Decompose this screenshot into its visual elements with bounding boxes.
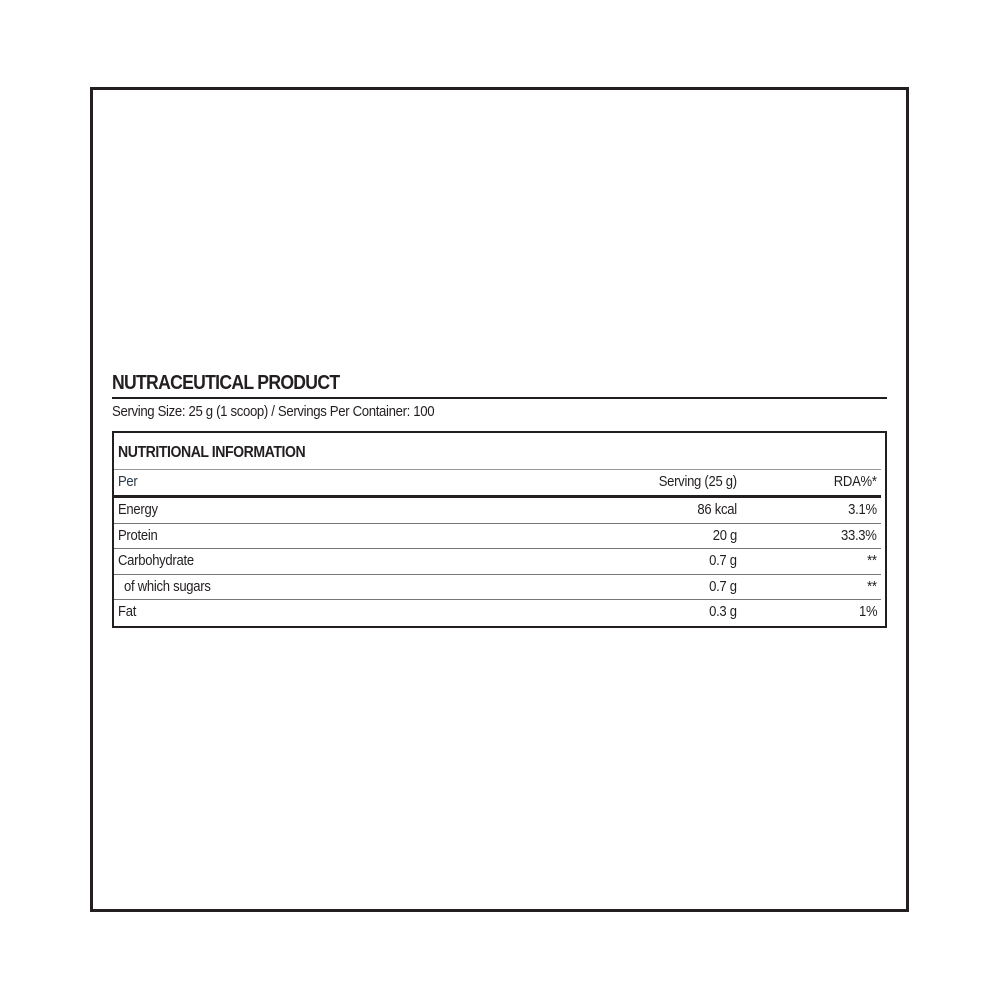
- column-header-serving: Serving (25 g): [658, 474, 737, 490]
- table-row: [114, 523, 881, 549]
- nutrient-serving: 0.7 g: [709, 579, 737, 595]
- column-header-per: Per: [118, 474, 138, 490]
- nutrient-name: Fat: [118, 604, 137, 620]
- table-heading: NUTRITIONAL INFORMATION: [118, 444, 306, 461]
- nutrient-name: of which sugars: [124, 579, 211, 595]
- table-row: [114, 599, 881, 625]
- serving-info: Serving Size: 25 g (1 scoop) / Servings Per Container: 100: [112, 403, 435, 420]
- table-row: [114, 548, 881, 574]
- nutrient-name: Energy: [118, 502, 158, 518]
- nutrient-rda: 3.1%: [848, 502, 877, 518]
- title-divider: [112, 397, 887, 399]
- nutrient-rda: **: [867, 553, 877, 569]
- nutrient-serving: 0.3 g: [709, 604, 737, 620]
- nutrient-serving: 0.7 g: [709, 553, 737, 569]
- nutrition-table: [112, 431, 887, 628]
- product-title: NUTRACEUTICAL PRODUCT: [112, 372, 340, 394]
- table-header-row: [114, 469, 881, 495]
- column-header-rda: RDA%*: [834, 474, 877, 490]
- nutrient-name: Carbohydrate: [118, 553, 194, 569]
- table-row: [114, 574, 881, 600]
- table-row: [114, 495, 881, 523]
- nutrient-rda: 1%: [858, 604, 877, 620]
- nutrient-name: Protein: [118, 528, 158, 544]
- nutrient-serving: 86 kcal: [697, 502, 737, 518]
- nutrient-rda: 33.3%: [841, 528, 877, 544]
- nutrient-serving: 20 g: [712, 528, 737, 544]
- nutrient-rda: **: [867, 579, 877, 595]
